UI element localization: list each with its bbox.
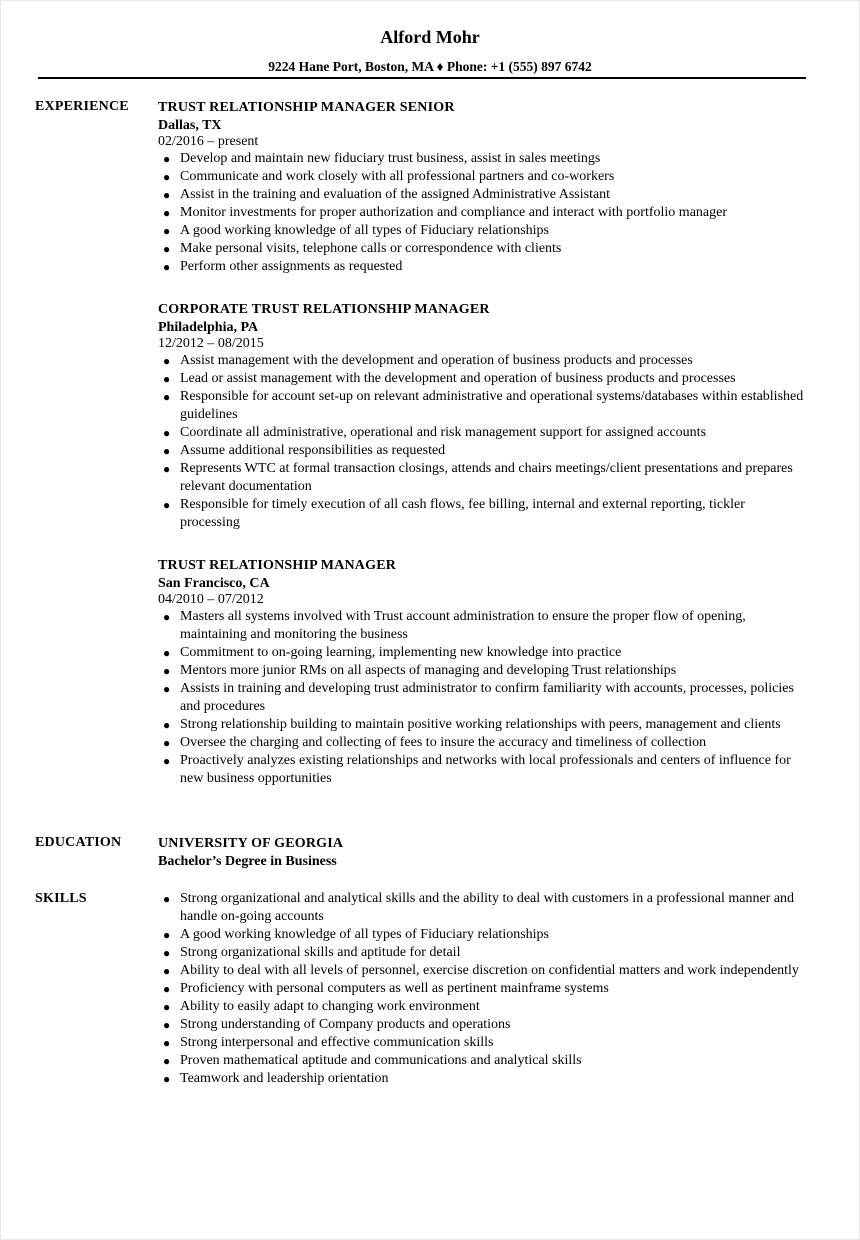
job-bullets — [158, 608, 818, 788]
job-bullets — [158, 352, 818, 532]
bullet-icon: ● — [163, 964, 171, 978]
contact-line: 9224 Hane Port, Boston, MA ♦ Phone: +1 (555) 897 6742 — [268, 59, 592, 74]
bullet-icon: ● — [163, 1036, 171, 1050]
job-entry — [158, 301, 818, 532]
education-entry — [158, 835, 818, 870]
list-item: ● Communicate and work closely with all professional partners and co-workers — [163, 169, 615, 184]
bullet-icon: ● — [163, 462, 171, 476]
list-item: ● Teamwork and leadership orientation — [163, 1071, 389, 1086]
job-location: Dallas, TX — [158, 118, 222, 133]
section-title-skills: SKILLS — [35, 891, 87, 906]
bullet-icon: ● — [163, 426, 171, 440]
job-entry — [158, 99, 818, 276]
list-item: ● Develop and maintain new fiduciary trust business, assist in sales meetings — [163, 151, 601, 166]
list-item: ● Coordinate all administrative, operational and risk management support for assigned accounts — [163, 425, 707, 440]
bullet-icon: ● — [163, 928, 171, 942]
bullet-icon: ● — [163, 1054, 171, 1068]
bullet-icon: ● — [163, 1072, 171, 1086]
list-item: ● Strong organizational and analytical skills and the ability to deal with customers in a professional manner and handle on-going accounts — [163, 891, 795, 924]
skills-entry — [158, 890, 818, 1088]
list-item: ● Oversee the charging and collecting of fees to insure the accuracy and timeliness of collection — [163, 735, 707, 750]
bullet-icon: ● — [163, 170, 171, 184]
list-item: ● Make personal visits, telephone calls or correspondence with clients — [163, 241, 562, 256]
bullet-icon: ● — [163, 372, 171, 386]
bullet-icon: ● — [163, 892, 171, 906]
job-title: TRUST RELATIONSHIP MANAGER SENIOR — [158, 100, 455, 115]
list-item: ● Lead or assist management with the development and operation of business products and processes — [163, 371, 736, 386]
list-item: ● Strong interpersonal and effective communication skills — [163, 1035, 494, 1050]
bullet-icon: ● — [163, 498, 171, 512]
job-bullets — [158, 150, 818, 276]
list-item: ● Strong understanding of Company products and operations — [163, 1017, 511, 1032]
bullet-icon: ● — [163, 736, 171, 750]
bullet-icon: ● — [163, 946, 171, 960]
list-item: ● Proactively analyzes existing relationships and networks with local professionals and centers of influence for new business opportunities — [163, 753, 791, 786]
bullet-icon: ● — [163, 188, 171, 202]
bullet-icon: ● — [163, 260, 171, 274]
bullet-icon: ● — [163, 646, 171, 660]
skills-list — [158, 890, 818, 1088]
list-item: ● Assist management with the development and operation of business products and processes — [163, 353, 693, 368]
candidate-name: Alford Mohr — [380, 27, 480, 47]
list-item: ● Assume additional responsibilities as requested — [163, 443, 446, 458]
list-item: ● Represents WTC at formal transaction closings, attends and chairs meetings/client presentations and prepares relevant documentation — [163, 461, 793, 494]
job-dates: 02/2016 – present — [158, 134, 259, 149]
list-item: ● Ability to deal with all levels of personnel, exercise discretion on confidential matters and work independently — [163, 963, 799, 978]
list-item: ● Mentors more junior RMs on all aspects of managing and developing Trust relationships — [163, 663, 677, 678]
job-title: TRUST RELATIONSHIP MANAGER — [158, 558, 397, 573]
list-item: ● Assists in training and developing trust administrator to confirm familiarity with accounts, processes, policies and procedures — [163, 681, 794, 714]
list-item: ● Responsible for account set-up on relevant administrative and operational systems/databases within established guidelines — [163, 389, 804, 422]
bullet-icon: ● — [163, 206, 171, 220]
bullet-icon: ● — [163, 390, 171, 404]
bullet-icon: ● — [163, 664, 171, 678]
list-item: ● A good working knowledge of all types of Fiduciary relationships — [163, 223, 549, 238]
list-item: ● Monitor investments for proper authorization and compliance and interact with portfolio manager — [163, 205, 727, 220]
bullet-icon: ● — [163, 718, 171, 732]
list-item: ● A good working knowledge of all types of Fiduciary relationships — [163, 927, 549, 942]
list-item: ● Strong organizational skills and aptitude for detail — [163, 945, 461, 960]
bullet-icon: ● — [163, 1000, 171, 1014]
job-entry — [158, 557, 818, 788]
job-dates: 12/2012 – 08/2015 — [158, 336, 264, 351]
degree: Bachelor’s Degree in Business — [158, 854, 337, 869]
bullet-icon: ● — [163, 242, 171, 256]
list-item: ● Proficiency with personal computers as well as pertinent mainframe systems — [163, 981, 609, 996]
school-name: UNIVERSITY OF GEORGIA — [158, 836, 344, 851]
bullet-icon: ● — [163, 982, 171, 996]
bullet-icon: ● — [163, 682, 171, 696]
list-item: ● Assist in the training and evaluation of the assigned Administrative Assistant — [163, 187, 611, 202]
list-item: ● Proven mathematical aptitude and communications and analytical skills — [163, 1053, 582, 1068]
list-item: ● Ability to easily adapt to changing work environment — [163, 999, 480, 1014]
header-divider — [38, 77, 806, 79]
bullet-icon: ● — [163, 224, 171, 238]
job-title: CORPORATE TRUST RELATIONSHIP MANAGER — [158, 302, 490, 317]
bullet-icon: ● — [163, 444, 171, 458]
list-item: ● Strong relationship building to maintain positive working relationships with peers, management and clients — [163, 717, 781, 732]
list-item: ● Masters all systems involved with Trust account administration to ensure the proper flow of opening, maintaining and monitoring the business — [163, 609, 746, 642]
list-item: ● Perform other assignments as requested — [163, 259, 403, 274]
job-location: San Francisco, CA — [158, 576, 270, 591]
bullet-icon: ● — [163, 354, 171, 368]
list-item: ● Commitment to on-going learning, implementing new knowledge into practice — [163, 645, 622, 660]
list-item: ● Responsible for timely execution of all cash flows, fee billing, internal and external reporting, tickler processing — [163, 497, 745, 530]
bullet-icon: ● — [163, 152, 171, 166]
section-title-education: EDUCATION — [35, 835, 122, 850]
bullet-icon: ● — [163, 754, 171, 768]
job-location: Philadelphia, PA — [158, 320, 259, 335]
section-title-experience: EXPERIENCE — [35, 99, 129, 114]
bullet-icon: ● — [163, 1018, 171, 1032]
job-dates: 04/2010 – 07/2012 — [158, 592, 264, 607]
bullet-icon: ● — [163, 610, 171, 624]
